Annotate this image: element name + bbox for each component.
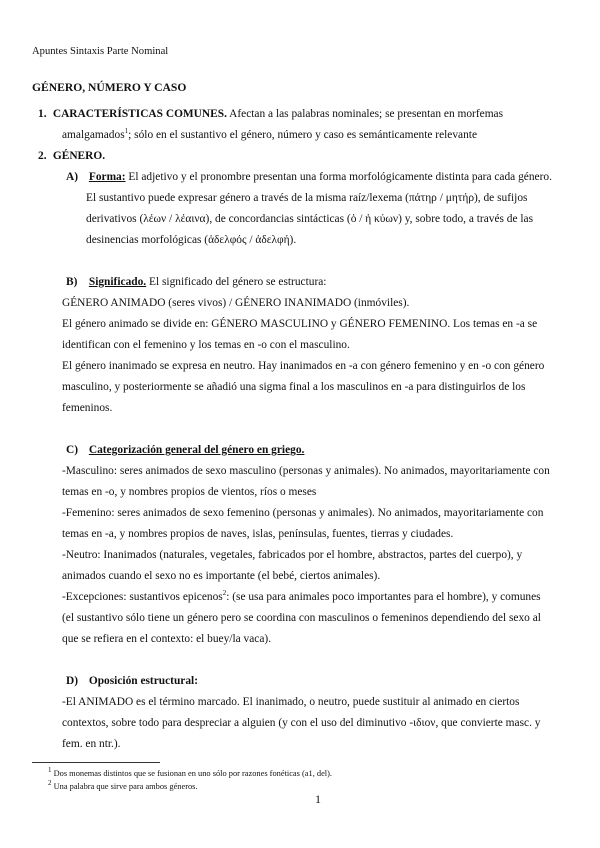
footnote-ref-1[interactable]: 1 xyxy=(124,127,129,136)
section-c-label: C) xyxy=(66,444,79,456)
section-c-heading: Categorización general del género en griego. xyxy=(88,444,305,456)
section-c-exc-pre: -Excepciones: sustantivos epicenos xyxy=(62,591,223,603)
page-number: 1 xyxy=(315,792,321,806)
section-b-line-3: El género inanimado se expresa en neutro. Hay inanimados en -a con género femenino y en -o con género xyxy=(62,360,545,372)
section-b-heading: Significado. xyxy=(88,276,147,288)
section-d-first-line xyxy=(66,671,198,692)
section-b-label: B) xyxy=(66,276,78,288)
footnote-1-number: 1 xyxy=(48,766,52,775)
item-1-number: 1. xyxy=(38,108,47,120)
item-2-heading: GÉNERO. xyxy=(52,150,106,162)
section-a-line-3: desinencias morfológicas (ἀδελφός / ἀδελφή). xyxy=(86,234,297,246)
section-c-line-4: -Neutro: Inanimados (naturales, vegetales, fabricados por el hombre, abstractos, partes del cuerpo), y xyxy=(62,549,523,561)
section-b-intro: El significado del género se estructura: xyxy=(149,276,327,288)
section-a-line-0: El adjetivo y el pronombre presentan una forma morfológicamente distinta para cada género. xyxy=(128,171,552,183)
section-c-exc-post: : (se usa para animales poco importantes para el hombre), y comunes xyxy=(226,591,541,603)
item-1-line-2 xyxy=(62,125,477,146)
item-2-number: 2. xyxy=(38,150,47,162)
footnote-ref-2[interactable]: 2 xyxy=(222,589,227,598)
section-c-first-line xyxy=(66,440,304,461)
footnote-1-text: Dos monemas distintos que se fusionan en uno sólo por razones fonéticas (a1, del). xyxy=(53,769,333,778)
section-b-line-4: masculino, y posteriormente se añadió una sigma final a los masculinos en -a para distinguirlos de los xyxy=(62,381,526,393)
item-2-line xyxy=(38,146,105,167)
section-a-heading: Forma: xyxy=(88,171,126,183)
section-b-line-1: El género animado se divide en: GÉNERO MASCULINO y GÉNERO FEMENINO. Los temas en -a se xyxy=(62,318,538,330)
section-b-line-2: identifican con el femenino y los temas en -o con el masculino. xyxy=(62,339,350,351)
section-a-line-1: El sustantivo puede expresar género a través de la misma raíz/lexema (πάτηρ / μητήρ), de sufijos xyxy=(86,192,528,204)
item-1-line-1 xyxy=(38,104,503,125)
section-a-label: A) xyxy=(66,171,79,183)
section-c-line-0: -Masculino: seres animados de sexo masculino (personas y animales). No animados, mayoritariamente con xyxy=(62,465,550,477)
section-c-exceptions-line xyxy=(62,587,582,608)
section-b-line-0: GÉNERO ANIMADO (seres vivos) / GÉNERO INANIMADO (inmóviles). xyxy=(62,297,410,309)
section-d-heading: Oposición estructural: xyxy=(88,675,199,687)
footnote-2-text: Una palabra que sirve para ambos géneros. xyxy=(53,782,198,791)
section-a-line-2: derivativos (λέων / λέαινα), de concordancias sintácticas (ὁ / ἡ κύων) y, sobre todo, a través de las xyxy=(86,213,534,225)
item-1-text-b-pre: amalgamados xyxy=(62,129,125,141)
section-b-first-line xyxy=(66,272,326,293)
section-a-first-line xyxy=(66,167,552,188)
item-1-text-a: Afectan a las palabras nominales; se presentan en morfemas xyxy=(229,108,504,120)
footnote-1 xyxy=(48,767,332,780)
section-d-label: D) xyxy=(66,675,79,687)
section-d-line-0: -El ANIMADO es el término marcado. El inanimado, o neutro, puede sustituir al animado en ciertos xyxy=(62,696,520,708)
section-c-line-1: temas en -o, y nombres propios de vientos, ríos o meses xyxy=(62,486,317,498)
item-1-heading: CARACTERÍSTICAS COMUNES. xyxy=(52,108,227,120)
page-title: GÉNERO, NÚMERO Y CASO xyxy=(32,81,187,94)
section-c-line-5: animados cuando el sexo no es importante (el bebé, ciertos animales). xyxy=(62,570,381,582)
document-header: Apuntes Sintaxis Parte Nominal xyxy=(32,46,169,57)
footnote-divider xyxy=(32,762,160,763)
section-d-line-2: fem. en ntr.). xyxy=(62,738,121,750)
section-c-line2-0: (el sustantivo sólo tiene un género pero se coordina con masculinos o femeninos dependiendo del sexo al xyxy=(62,612,541,624)
section-b-line-5: femeninos. xyxy=(62,402,113,414)
section-d-line-1: contextos, sobre todo para despreciar a alguien (y con el uso del diminutivo -ιδιον, que convierte masc. y xyxy=(62,717,541,729)
section-c-line2-1: que se refiera en el contexto: el buey/la vaca). xyxy=(62,633,272,645)
section-c-line-2: -Femenino: seres animados de sexo femenino (personas y animales). No animados, mayoritariamente con xyxy=(62,507,544,519)
item-1-text-b-post: ; sólo en el sustantivo el género, número y caso es semánticamente relevante xyxy=(128,129,478,141)
section-c-line-3: temas en -a, y nombres propios de naves, islas, penínsulas, fuentes, tierras y ciudades. xyxy=(62,528,454,540)
footnote-2-number: 2 xyxy=(48,779,52,788)
